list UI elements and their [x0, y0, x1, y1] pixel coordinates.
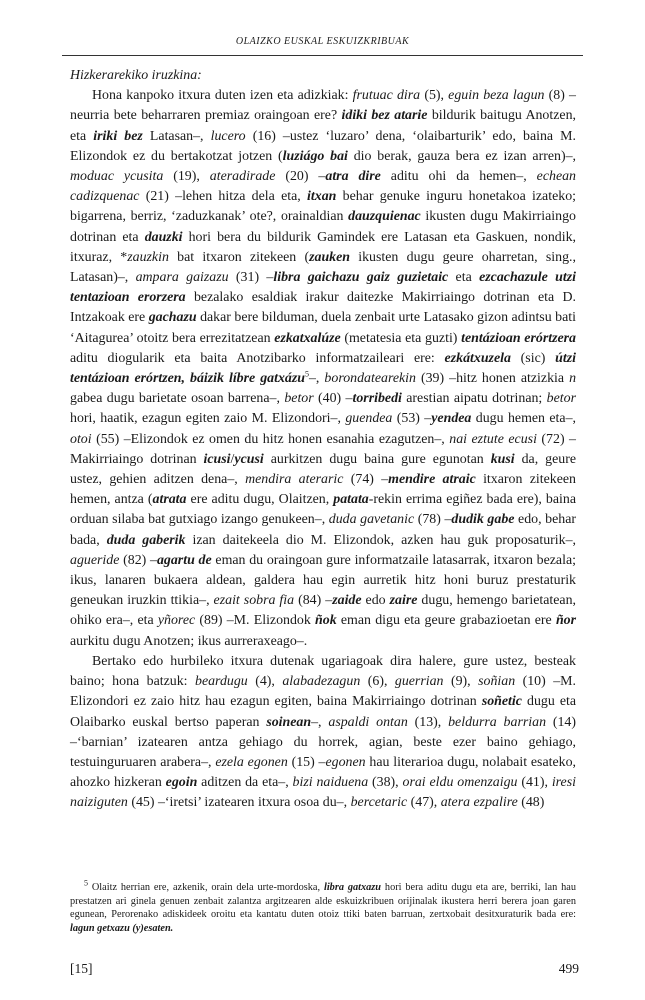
footnote-ref[interactable]: 5 [304, 369, 309, 379]
running-header-title: OLAIZKO EUSKAL ESKUIZKRIBUAK [235, 36, 410, 47]
footnote-number: 5 [84, 878, 88, 888]
paragraph-2: Bertako edo hurbileko itxura dutenak ugariagoak dira halere, gure ustez, besteak baino; hona batzuk: beardugu (4), alabadezagun (6), guerrian (9), soñian (10) –M. Elizondori ez zaio hitz hau ezagun egiten, baina Makirriaingo dotrinan soñetic dugu eta Olaibarko euskal bertso paperan soinean–, aspaldi ontan (13), beldurra barrian (14) –‘barnian’ izatearen antza gehiago du horrek, agian, beste ezer baino gehiago, testuinguruaren arabera–, ezela egonen (15) –egonen hau literarioa dugu, nolabait esateko, ahozko hizkeran egoin aditzen da eta–, bizi naiduena (38), orai eldu omenzaigu (41), iresi naiziguten (45) –‘iretsi’ izatearen itxura osoa du–, bercetaric (47), atera ezpalire (48) [70, 653, 577, 811]
running-header [62, 33, 583, 56]
page-section-number: [15] [70, 961, 93, 976]
paragraph-1: Hona kanpoko itxura duten izen eta adizkiak: frutuac dira (5), eguin beza lagun (8) –neurria bete beharraren premiaz oraingoan ere? idiki bez atarie bildurik baitugu Anotzen, eta iriki bez Latasan–, lucero (16) –ustez ‘luzaro’ dena, ‘olaibarturik’ edo, baina M. Elizondok ez du bertakotzat jotzen (luziágo bai dio berak, gauza bera ez izan arren)–, moduac ycusita (19), ateradirade (20) –atra dire aditu ohi da hemen–, echean cadizquenac (21) –lehen hitza dela eta, itxan behar genuke inguru honetakoa izateko; bigarrena, berriz, ‘zaduzkanak’ ote?, orainaldian dauzquienac ikusten dugu Makirriaingo dotrinan eta dauzki hori bera du bildurik Gamindek ere Latasan eta Gaskuen, nondik, itxuraz, *zauzkin bat itxaron zitekeen (zauken ikusten dugu geure oharretan, sing., Latasan)–, ampara gaizazu (31) –libra gaichazu gaiz guzietaic eta ezcachazule utzi tentazioan erorzera bezalako esaldiak irakur daitezke Makirriaingo dotrinan eta D. Intzakoak ere gachazu dakar bere bilduman, duela zenbait urte Latasako gizon adintsu bati ‘Aitagurea’ otoitz bera errezitatzean ezkatxalúze (metatesia eta guzti) tentázioan erórtzera aditu diogularik eta baita Anotzibarko informatzaileari ere: ezkátxuzela (sic) útzi tentázioan erórtzen, báizik líbre gatxázu$^5$–, borondatearekin (39) –hitz honen atzizkia n gabea dugu barietate osoan barrena–, betor (40) –torribedi arestian aipatu dotrinan; betor hori, haatik, ezagun egiten zaio M. Elizondori–, guendea (53) –yendea dugu hemen eta–, otoi (55) –Elizondok ez omen du hitz honen esanahia ezagutzen–, nai eztute ecusi (72) –Makirriaingo dotrinan icusi/ycusi aurkitzen dugu baina gure egunotan kusi da, geure ustez, gehien aditzen dena–, mendira ateraric (74) –mendire atraic itxaron zitekeen hemen, antza (atrata ere aditu dugu, Olaitzen, patata-rekin errima egiñez bada ere), baina orduan silaba bat gutxiago izango genukeen–, duda gavetanic (78) –dudik gabe edo, behar bada, duda gaberik izan daitekeela dio M. Elizondok, azken hau guk proposaturik–, agueride (82) –agartu de eman du oraingoan gure informatzaile latasarrak, itxaron bezala; ikus, lanaren bukaera aldean, galdera hau egin aurretik hitz honi buruz prestaturik geneukan iruzkin ttikia–, ezait sobra fia (84) –zaide edo zaire dugu, hemengo barietatean, ohiko era–, eta yñorec (89) –M. Elizondok ñok eman digu eta geure grabazioetan ere ñor aurkitu dugu Anotzen; ikus aurreraxeago–. [70, 88, 577, 649]
page-number: 499 [558, 961, 579, 976]
main-text [70, 66, 576, 814]
section-heading: Hizkerarekiko iruzkina: [70, 68, 202, 83]
footnote: $^5$ Olaitz herrian ere, azkenik, orain dela urte-mordoska, libra gatxazu hori bera aditu dugu eta are, berriki, lan hau prestatzen ari ginela genuen zenbait zalantza argitzearen alde eskuizkribuen orijinalak ikustera herri berera joan garen egunean, Perorenako adiskideek oroitu eta kantatu duten otoiz ttiki baten barruan, zertxobait desitxuraturik bada ere: lagun getxazu (y)esaten. [70, 878, 576, 934]
